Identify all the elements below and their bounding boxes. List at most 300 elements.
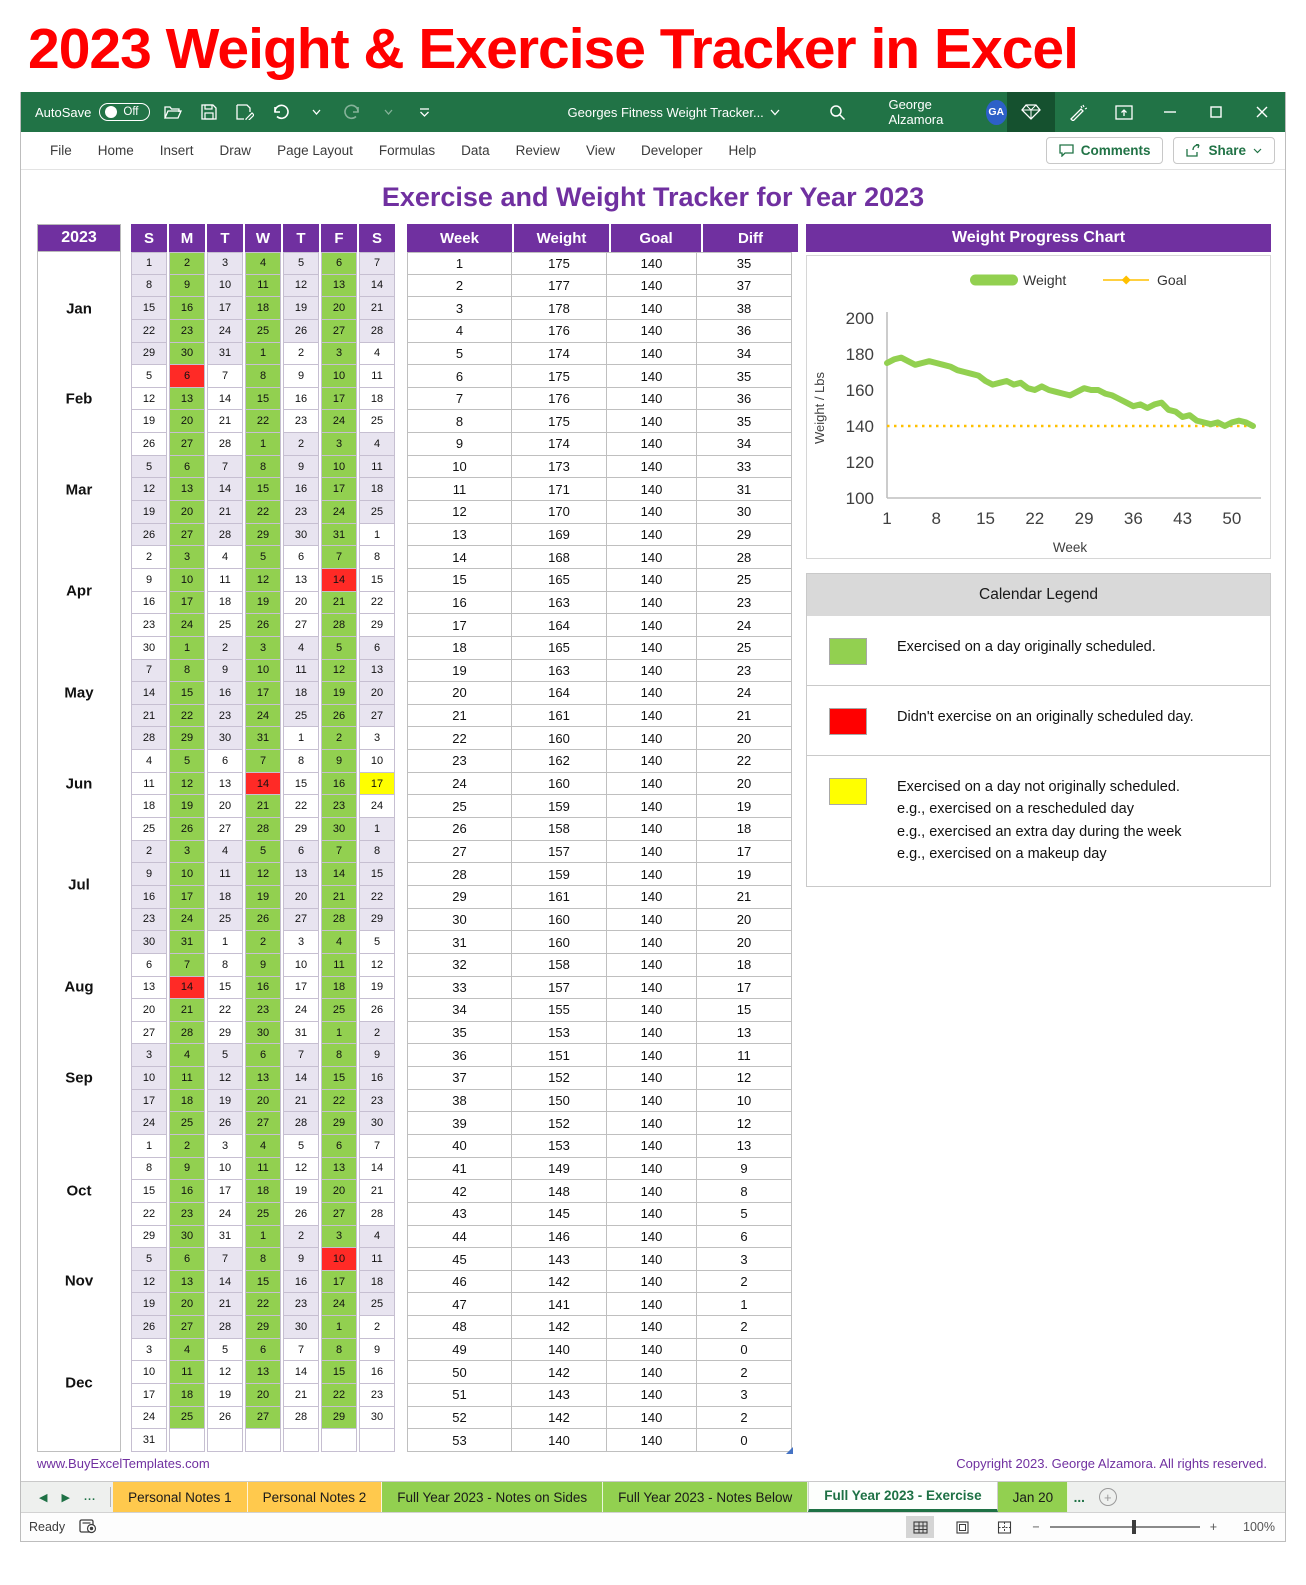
calendar-day-cell[interactable]: 24 [359, 795, 395, 818]
calendar-day-cell[interactable]: 18 [359, 1271, 395, 1294]
calendar-day-cell[interactable]: 23 [169, 320, 205, 343]
calendar-day-cell[interactable]: 21 [359, 297, 395, 320]
week-table-cell[interactable]: 27 [407, 841, 512, 864]
week-table-cell[interactable]: 18 [407, 637, 512, 660]
calendar-day-cell[interactable]: 8 [245, 1248, 281, 1271]
calendar-day-cell[interactable]: 8 [169, 660, 205, 683]
calendar-day-cell[interactable]: 4 [359, 1226, 395, 1249]
calendar-day-cell[interactable]: 15 [131, 1180, 167, 1203]
calendar-day-cell[interactable]: 9 [359, 1044, 395, 1067]
calendar-day-cell[interactable]: 1 [131, 1135, 167, 1158]
calendar-day-cell[interactable]: 21 [359, 1180, 395, 1203]
week-table-cell[interactable]: 140 [607, 546, 697, 569]
calendar-day-cell[interactable]: 13 [207, 773, 243, 796]
calendar-day-cell[interactable]: 31 [321, 524, 357, 547]
calendar-day-cell[interactable] [283, 1429, 319, 1452]
calendar-day-cell[interactable]: 2 [321, 727, 357, 750]
calendar-day-cell[interactable]: 9 [359, 1339, 395, 1362]
calendar-day-cell[interactable]: 26 [169, 818, 205, 841]
calendar-day-cell[interactable]: 17 [321, 1271, 357, 1294]
week-table-cell[interactable]: 30 [697, 501, 792, 524]
week-table-cell[interactable]: 17 [697, 841, 792, 864]
calendar-day-cell[interactable]: 29 [321, 1407, 357, 1430]
week-table-cell[interactable]: 140 [607, 478, 697, 501]
calendar-day-cell[interactable]: 2 [283, 433, 319, 456]
calendar-day-cell[interactable]: 23 [131, 909, 167, 932]
week-table-cell[interactable]: 162 [512, 750, 607, 773]
week-table-cell[interactable]: 21 [697, 886, 792, 909]
week-table-cell[interactable]: 5 [697, 1203, 792, 1226]
week-table-cell[interactable]: 140 [607, 863, 697, 886]
calendar-day-cell[interactable]: 15 [245, 478, 281, 501]
week-table-cell[interactable]: 39 [407, 1112, 512, 1135]
calendar-day-cell[interactable] [207, 1429, 243, 1452]
document-title[interactable]: Georges Fitness Weight Tracker... [568, 105, 780, 120]
calendar-day-cell[interactable]: 25 [359, 501, 395, 524]
calendar-day-cell[interactable]: 24 [321, 410, 357, 433]
calendar-day-cell[interactable]: 20 [207, 795, 243, 818]
calendar-day-cell[interactable]: 11 [359, 365, 395, 388]
week-table-cell[interactable]: 36 [697, 388, 792, 411]
calendar-day-cell[interactable]: 13 [321, 1158, 357, 1181]
week-table-cell[interactable]: 21 [407, 705, 512, 728]
calendar-day-cell[interactable]: 25 [207, 909, 243, 932]
calendar-day-cell[interactable]: 5 [283, 1135, 319, 1158]
week-table-cell[interactable]: 148 [512, 1180, 607, 1203]
calendar-day-cell[interactable]: 10 [169, 569, 205, 592]
calendar-day-cell[interactable]: 11 [359, 1248, 395, 1271]
sheet-tab-full-year-2023-exercise[interactable]: Full Year 2023 - Exercise [808, 1482, 997, 1512]
calendar-day-cell[interactable]: 1 [283, 727, 319, 750]
week-table-cell[interactable]: 140 [607, 886, 697, 909]
calendar-day-cell[interactable]: 1 [359, 818, 395, 841]
calendar-day-cell[interactable]: 22 [131, 1203, 167, 1226]
user-name[interactable]: George Alzamora [888, 97, 944, 127]
calendar-day-cell[interactable]: 7 [321, 841, 357, 864]
calendar-day-cell[interactable]: 23 [359, 1090, 395, 1113]
calendar-day-cell[interactable]: 11 [283, 660, 319, 683]
calendar-day-cell[interactable]: 6 [169, 365, 205, 388]
menu-help[interactable]: Help [728, 143, 757, 158]
calendar-day-cell[interactable]: 22 [359, 886, 395, 909]
calendar-day-cell[interactable]: 10 [359, 750, 395, 773]
week-table-cell[interactable]: 157 [512, 841, 607, 864]
week-table-cell[interactable]: 36 [407, 1044, 512, 1067]
week-table-cell[interactable]: 160 [512, 773, 607, 796]
close-button[interactable] [1239, 92, 1285, 132]
calendar-day-cell[interactable]: 18 [207, 592, 243, 615]
calendar-day-cell[interactable]: 14 [131, 682, 167, 705]
calendar-day-cell[interactable]: 9 [283, 456, 319, 479]
calendar-day-cell[interactable]: 9 [169, 1158, 205, 1181]
week-table-cell[interactable]: 140 [607, 999, 697, 1022]
calendar-day-cell[interactable]: 9 [169, 275, 205, 298]
calendar-day-cell[interactable]: 2 [169, 1135, 205, 1158]
calendar-day-cell[interactable]: 23 [245, 999, 281, 1022]
calendar-day-cell[interactable]: 27 [207, 818, 243, 841]
week-table-cell[interactable]: 164 [512, 682, 607, 705]
week-table-cell[interactable]: 19 [697, 863, 792, 886]
week-table-cell[interactable]: 140 [607, 320, 697, 343]
week-table-cell[interactable]: 140 [607, 1248, 697, 1271]
week-table-cell[interactable]: 140 [607, 614, 697, 637]
calendar-day-cell[interactable]: 17 [131, 1384, 167, 1407]
calendar-day-cell[interactable]: 4 [245, 1135, 281, 1158]
menu-review[interactable]: Review [515, 143, 560, 158]
week-table-cell[interactable]: 177 [512, 275, 607, 298]
week-table-cell[interactable]: 12 [697, 1112, 792, 1135]
calendar-day-cell[interactable]: 11 [359, 456, 395, 479]
calendar-day-cell[interactable]: 26 [359, 999, 395, 1022]
calendar-day-cell[interactable]: 12 [131, 388, 167, 411]
week-table-cell[interactable]: 161 [512, 705, 607, 728]
week-table-cell[interactable]: 159 [512, 795, 607, 818]
week-table-cell[interactable]: 17 [697, 977, 792, 1000]
week-table-cell[interactable]: 159 [512, 863, 607, 886]
zoom-in-button[interactable]: + [1209, 1520, 1217, 1534]
autosave-toggle[interactable] [35, 103, 150, 121]
week-table-cell[interactable]: 5 [407, 343, 512, 366]
calendar-day-cell[interactable]: 7 [207, 1248, 243, 1271]
calendar-day-cell[interactable]: 5 [283, 252, 319, 275]
week-table-cell[interactable]: 174 [512, 343, 607, 366]
calendar-day-cell[interactable]: 15 [131, 297, 167, 320]
week-table-cell[interactable]: 140 [607, 1203, 697, 1226]
calendar-day-cell[interactable]: 4 [207, 546, 243, 569]
calendar-day-cell[interactable]: 1 [321, 1022, 357, 1045]
week-table-cell[interactable]: 175 [512, 410, 607, 433]
week-table-cell[interactable]: 45 [407, 1248, 512, 1271]
calendar-day-cell[interactable]: 12 [321, 660, 357, 683]
redo-button[interactable] [340, 100, 366, 124]
week-table-cell[interactable]: 140 [607, 1158, 697, 1181]
week-table-cell[interactable]: 20 [697, 909, 792, 932]
calendar-day-cell[interactable]: 9 [283, 1248, 319, 1271]
week-table-cell[interactable]: 3 [407, 297, 512, 320]
week-table-cell[interactable]: 164 [512, 614, 607, 637]
calendar-day-cell[interactable]: 10 [283, 954, 319, 977]
calendar-day-cell[interactable]: 21 [283, 1384, 319, 1407]
calendar-day-cell[interactable]: 29 [169, 727, 205, 750]
calendar-day-cell[interactable]: 6 [245, 1044, 281, 1067]
week-table-cell[interactable]: 16 [407, 592, 512, 615]
week-table-cell[interactable]: 140 [512, 1429, 607, 1452]
calendar-day-cell[interactable]: 11 [169, 1067, 205, 1090]
calendar-day-cell[interactable]: 4 [283, 637, 319, 660]
calendar-day-cell[interactable]: 5 [207, 1044, 243, 1067]
macro-record-icon[interactable] [79, 1518, 98, 1537]
calendar-day-cell[interactable]: 3 [321, 343, 357, 366]
undo-dropdown-icon[interactable] [304, 100, 330, 124]
calendar-day-cell[interactable]: 10 [131, 1361, 167, 1384]
week-table-cell[interactable]: 28 [407, 863, 512, 886]
calendar-day-cell[interactable]: 15 [321, 1361, 357, 1384]
week-table-cell[interactable]: 42 [407, 1180, 512, 1203]
calendar-day-cell[interactable]: 17 [207, 297, 243, 320]
calendar-day-cell[interactable]: 16 [207, 682, 243, 705]
week-table-cell[interactable]: 9 [407, 433, 512, 456]
week-table-cell[interactable]: 12 [697, 1067, 792, 1090]
calendar-day-cell[interactable]: 29 [245, 1316, 281, 1339]
calendar-day-cell[interactable]: 8 [359, 546, 395, 569]
week-table-cell[interactable]: 0 [697, 1429, 792, 1452]
calendar-day-cell[interactable]: 20 [245, 1090, 281, 1113]
calendar-day-cell[interactable]: 21 [207, 410, 243, 433]
calendar-day-cell[interactable]: 24 [131, 1112, 167, 1135]
calendar-day-cell[interactable]: 12 [207, 1361, 243, 1384]
calendar-day-cell[interactable]: 20 [169, 1293, 205, 1316]
week-table-cell[interactable]: 140 [607, 1384, 697, 1407]
calendar-day-cell[interactable]: 14 [207, 388, 243, 411]
calendar-day-cell[interactable]: 15 [245, 388, 281, 411]
calendar-day-cell[interactable]: 7 [245, 750, 281, 773]
week-table-cell[interactable]: 3 [697, 1384, 792, 1407]
week-table-cell[interactable]: 140 [607, 977, 697, 1000]
calendar-day-cell[interactable]: 26 [283, 320, 319, 343]
calendar-day-cell[interactable]: 28 [283, 1407, 319, 1430]
calendar-day-cell[interactable]: 5 [169, 750, 205, 773]
calendar-day-cell[interactable]: 7 [321, 546, 357, 569]
calendar-day-cell[interactable]: 5 [321, 637, 357, 660]
calendar-day-cell[interactable]: 27 [169, 524, 205, 547]
calendar-day-cell[interactable]: 7 [207, 456, 243, 479]
week-table-cell[interactable]: 18 [697, 818, 792, 841]
week-table-cell[interactable]: 24 [697, 682, 792, 705]
calendar-day-cell[interactable]: 24 [283, 999, 319, 1022]
redo-dropdown-icon[interactable] [376, 100, 402, 124]
calendar-day-cell[interactable]: 21 [283, 1090, 319, 1113]
week-table-cell[interactable]: 37 [697, 275, 792, 298]
week-table-cell[interactable]: 140 [607, 524, 697, 547]
calendar-day-cell[interactable]: 10 [245, 660, 281, 683]
week-table-cell[interactable]: 2 [697, 1407, 792, 1430]
calendar-day-cell[interactable]: 19 [245, 886, 281, 909]
week-table-cell[interactable]: 41 [407, 1158, 512, 1181]
calendar-day-cell[interactable]: 31 [131, 1429, 167, 1452]
week-table-cell[interactable]: 142 [512, 1407, 607, 1430]
calendar-day-cell[interactable]: 19 [131, 410, 167, 433]
calendar-day-cell[interactable]: 12 [283, 1158, 319, 1181]
week-table-cell[interactable]: 29 [697, 524, 792, 547]
calendar-day-cell[interactable]: 1 [245, 1226, 281, 1249]
calendar-day-cell[interactable]: 13 [169, 1271, 205, 1294]
calendar-day-cell[interactable]: 9 [207, 660, 243, 683]
week-table-cell[interactable]: 140 [607, 592, 697, 615]
calendar-day-cell[interactable]: 14 [359, 275, 395, 298]
calendar-day-cell[interactable]: 27 [131, 1022, 167, 1045]
save-icon[interactable] [196, 100, 222, 124]
week-table-cell[interactable]: 10 [697, 1090, 792, 1113]
week-table-cell[interactable]: 24 [697, 614, 792, 637]
calendar-day-cell[interactable]: 5 [207, 1339, 243, 1362]
calendar-day-cell[interactable]: 2 [359, 1316, 395, 1339]
calendar-day-cell[interactable]: 26 [245, 614, 281, 637]
week-table-cell[interactable]: 25 [697, 569, 792, 592]
calendar-day-cell[interactable]: 23 [321, 795, 357, 818]
calendar-day-cell[interactable]: 7 [359, 1135, 395, 1158]
week-table-cell[interactable]: 140 [607, 1044, 697, 1067]
calendar-day-cell[interactable]: 22 [245, 1293, 281, 1316]
week-table-cell[interactable]: 1 [407, 252, 512, 275]
calendar-day-cell[interactable]: 17 [359, 773, 395, 796]
calendar-day-cell[interactable]: 3 [321, 433, 357, 456]
calendar-day-cell[interactable]: 25 [169, 1112, 205, 1135]
calendar-day-cell[interactable]: 30 [131, 637, 167, 660]
calendar-day-cell[interactable]: 22 [321, 1090, 357, 1113]
calendar-day-cell[interactable]: 13 [283, 863, 319, 886]
calendar-day-cell[interactable]: 12 [207, 1067, 243, 1090]
week-table-cell[interactable]: 140 [607, 1090, 697, 1113]
week-table-cell[interactable]: 22 [697, 750, 792, 773]
tab-scroll-left[interactable]: ◀ [39, 1491, 48, 1504]
calendar-day-cell[interactable]: 2 [359, 1022, 395, 1045]
week-table-cell[interactable]: 46 [407, 1271, 512, 1294]
week-table-cell[interactable]: 178 [512, 297, 607, 320]
calendar-day-cell[interactable]: 8 [321, 1339, 357, 1362]
week-table-cell[interactable]: 140 [607, 909, 697, 932]
week-table-cell[interactable]: 140 [607, 1407, 697, 1430]
calendar-day-cell[interactable]: 19 [245, 592, 281, 615]
website-link[interactable]: www.BuyExcelTemplates.com [37, 1456, 210, 1471]
calendar-day-cell[interactable]: 15 [245, 1271, 281, 1294]
calendar-day-cell[interactable]: 24 [207, 320, 243, 343]
menu-page-layout[interactable]: Page Layout [277, 143, 353, 158]
calendar-day-cell[interactable]: 28 [207, 433, 243, 456]
week-table-cell[interactable]: 146 [512, 1226, 607, 1249]
calendar-day-cell[interactable]: 3 [321, 1226, 357, 1249]
calendar-day-cell[interactable]: 9 [283, 365, 319, 388]
calendar-day-cell[interactable]: 6 [321, 252, 357, 275]
calendar-day-cell[interactable]: 26 [131, 1316, 167, 1339]
calendar-day-cell[interactable]: 31 [169, 931, 205, 954]
calendar-day-cell[interactable]: 4 [321, 931, 357, 954]
calendar-day-cell[interactable]: 14 [245, 773, 281, 796]
calendar-day-cell[interactable]: 18 [321, 977, 357, 1000]
week-table-cell[interactable]: 29 [407, 886, 512, 909]
calendar-day-cell[interactable]: 25 [245, 1203, 281, 1226]
week-table-cell[interactable]: 8 [407, 410, 512, 433]
calendar-day-cell[interactable]: 6 [283, 546, 319, 569]
calendar-day-cell[interactable]: 22 [321, 1384, 357, 1407]
week-table-cell[interactable]: 173 [512, 456, 607, 479]
maximize-button[interactable] [1193, 92, 1239, 132]
calendar-day-cell[interactable]: 26 [245, 909, 281, 932]
calendar-day-cell[interactable]: 14 [207, 478, 243, 501]
week-table-cell[interactable]: 140 [607, 705, 697, 728]
calendar-day-cell[interactable]: 1 [245, 343, 281, 366]
calendar-day-cell[interactable]: 26 [283, 1203, 319, 1226]
week-table-cell[interactable]: 6 [407, 365, 512, 388]
calendar-day-cell[interactable]: 23 [207, 705, 243, 728]
calendar-day-cell[interactable]: 29 [131, 1226, 167, 1249]
calendar-day-cell[interactable]: 15 [359, 569, 395, 592]
calendar-day-cell[interactable]: 11 [169, 1361, 205, 1384]
open-folder-icon[interactable] [160, 100, 186, 124]
calendar-day-cell[interactable]: 16 [245, 977, 281, 1000]
week-table-cell[interactable]: 25 [697, 637, 792, 660]
calendar-day-cell[interactable]: 29 [359, 909, 395, 932]
calendar-day-cell[interactable]: 18 [359, 388, 395, 411]
calendar-day-cell[interactable]: 19 [283, 1180, 319, 1203]
week-table-cell[interactable]: 20 [407, 682, 512, 705]
calendar-day-cell[interactable]: 7 [359, 252, 395, 275]
calendar-day-cell[interactable]: 2 [283, 1226, 319, 1249]
calendar-day-cell[interactable]: 21 [169, 999, 205, 1022]
week-table-cell[interactable]: 140 [607, 456, 697, 479]
calendar-day-cell[interactable]: 19 [207, 1384, 243, 1407]
calendar-day-cell[interactable]: 24 [169, 909, 205, 932]
week-table-cell[interactable]: 25 [407, 795, 512, 818]
week-table-cell[interactable]: 161 [512, 886, 607, 909]
calendar-day-cell[interactable]: 29 [131, 343, 167, 366]
week-table-cell[interactable]: 50 [407, 1361, 512, 1384]
week-table-cell[interactable]: 153 [512, 1135, 607, 1158]
calendar-day-cell[interactable]: 5 [245, 546, 281, 569]
calendar-day-cell[interactable]: 25 [207, 614, 243, 637]
calendar-day-cell[interactable]: 12 [169, 773, 205, 796]
calendar-day-cell[interactable]: 2 [131, 841, 167, 864]
week-table-cell[interactable]: 19 [697, 795, 792, 818]
calendar-day-cell[interactable] [321, 1429, 357, 1452]
calendar-day-cell[interactable]: 27 [245, 1407, 281, 1430]
tab-overflow[interactable]: ... [83, 1491, 97, 1503]
calendar-day-cell[interactable]: 14 [169, 977, 205, 1000]
week-table-cell[interactable]: 4 [407, 320, 512, 343]
week-table-cell[interactable]: 15 [697, 999, 792, 1022]
week-table-cell[interactable]: 140 [607, 569, 697, 592]
week-table-cell[interactable]: 153 [512, 1022, 607, 1045]
week-table-cell[interactable]: 17 [407, 614, 512, 637]
comments-button[interactable]: Comments [1046, 137, 1164, 164]
calendar-day-cell[interactable]: 22 [131, 320, 167, 343]
week-table-cell[interactable]: 140 [607, 727, 697, 750]
calendar-day-cell[interactable]: 25 [131, 818, 167, 841]
week-table-cell[interactable]: 48 [407, 1316, 512, 1339]
week-table-cell[interactable]: 140 [607, 1022, 697, 1045]
week-table-cell[interactable]: 18 [697, 954, 792, 977]
calendar-day-cell[interactable]: 11 [207, 569, 243, 592]
week-table-cell[interactable]: 140 [607, 410, 697, 433]
sheet-tab-full-year-2023-notes-below[interactable]: Full Year 2023 - Notes Below [603, 1482, 808, 1512]
calendar-day-cell[interactable]: 18 [169, 1384, 205, 1407]
calendar-day-cell[interactable]: 23 [359, 1384, 395, 1407]
calendar-day-cell[interactable]: 17 [169, 886, 205, 909]
week-table-cell[interactable]: 141 [512, 1293, 607, 1316]
calendar-day-cell[interactable]: 16 [169, 297, 205, 320]
week-table-cell[interactable]: 33 [407, 977, 512, 1000]
add-sheet-button[interactable]: + [1091, 1482, 1125, 1512]
week-table-cell[interactable]: 35 [697, 410, 792, 433]
calendar-day-cell[interactable]: 13 [169, 388, 205, 411]
calendar-day-cell[interactable]: 19 [283, 297, 319, 320]
calendar-day-cell[interactable]: 1 [245, 433, 281, 456]
calendar-day-cell[interactable]: 29 [359, 614, 395, 637]
week-table-cell[interactable]: 140 [607, 954, 697, 977]
calendar-day-cell[interactable]: 21 [131, 705, 167, 728]
week-table-cell[interactable]: 140 [607, 252, 697, 275]
calendar-day-cell[interactable]: 21 [207, 1293, 243, 1316]
menu-file[interactable]: File [50, 143, 72, 158]
calendar-day-cell[interactable]: 5 [131, 365, 167, 388]
calendar-day-cell[interactable]: 6 [169, 1248, 205, 1271]
week-table-cell[interactable]: 155 [512, 999, 607, 1022]
calendar-day-cell[interactable]: 20 [321, 1180, 357, 1203]
week-table-cell[interactable]: 140 [607, 931, 697, 954]
week-table-cell[interactable]: 32 [407, 954, 512, 977]
calendar-day-cell[interactable]: 9 [131, 863, 167, 886]
week-table-cell[interactable]: 7 [407, 388, 512, 411]
week-table-cell[interactable]: 21 [697, 705, 792, 728]
